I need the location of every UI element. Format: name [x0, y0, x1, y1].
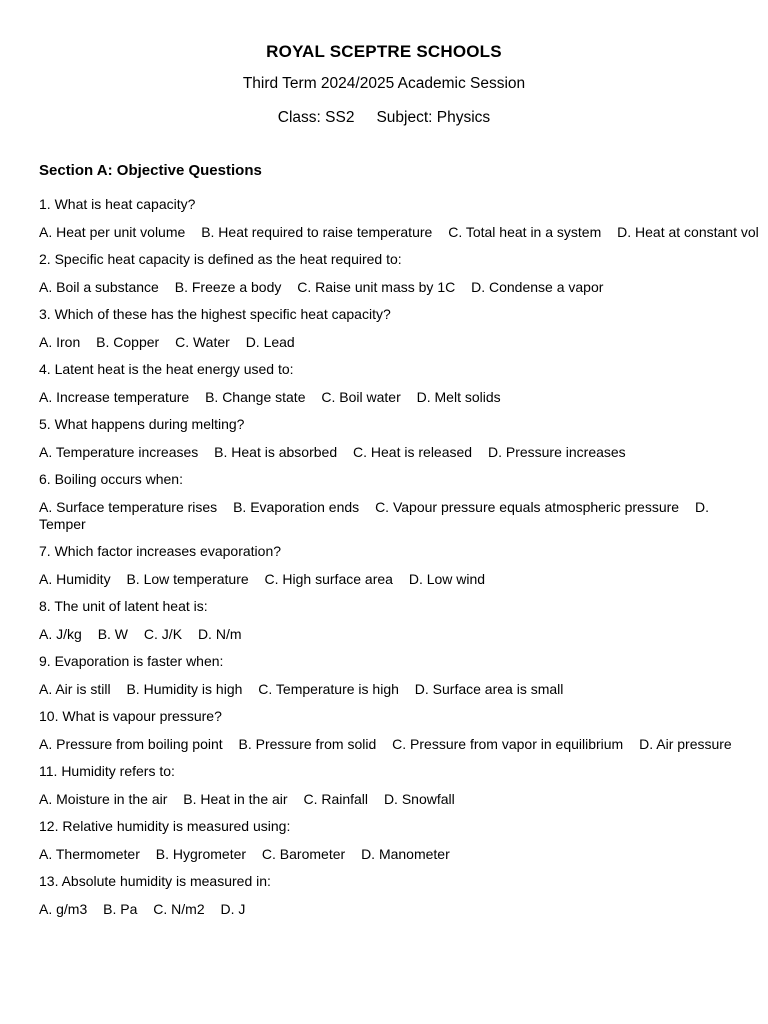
question-options — [39, 334, 768, 351]
option-b: B. Change state — [205, 388, 306, 405]
option-c: C. Vapour pressure equals atmospheric pressure — [375, 498, 680, 515]
option-a: A. Boil a substance — [39, 278, 159, 295]
question-text: 10. What is vapour pressure? — [39, 708, 222, 724]
option-c: C. Water — [175, 333, 230, 350]
option-b: B. Evaporation ends — [233, 498, 360, 515]
option-d: D. N/m — [197, 625, 242, 642]
option-c: C. Temperature is high — [258, 680, 399, 697]
option-d: D. Condense a vapor — [471, 278, 604, 295]
option-c: C. J/K — [143, 625, 183, 642]
option-b: B. W — [97, 625, 129, 642]
option-a: A. Moisture in the air — [39, 790, 168, 807]
option-a: A. J/kg — [39, 625, 82, 642]
option-d: D. Pressure increases — [487, 443, 626, 460]
question-text: 9. Evaporation is faster when: — [39, 653, 224, 669]
option-a: A. Pressure from boiling point — [39, 735, 223, 752]
option-c: C. Boil water — [321, 388, 401, 405]
option-c: C. Raise unit mass by 1C — [297, 278, 456, 295]
option-a: A. Surface temperature rises — [39, 498, 218, 515]
option-a: A. g/m3 — [39, 900, 88, 917]
option-b: B. Pa — [103, 900, 138, 917]
option-a: A. Heat per unit volume — [39, 223, 186, 240]
question-options — [39, 736, 768, 753]
option-d: D. Temper — [39, 498, 709, 532]
option-a: A. Increase temperature — [39, 388, 190, 405]
question-options — [39, 681, 768, 698]
option-c: C. Total heat in a system — [448, 223, 602, 240]
option-a: A. Thermometer — [39, 845, 140, 862]
school-title: ROYAL SCEPTRE SCHOOLS — [266, 42, 502, 61]
question-text: 12. Relative humidity is measured using: — [39, 818, 291, 834]
question-options — [39, 499, 719, 533]
option-d: D. J — [220, 900, 246, 917]
question-list — [39, 196, 768, 928]
option-c: C. High surface area — [264, 570, 393, 587]
question-text: 13. Absolute humidity is measured in: — [39, 873, 271, 889]
option-b: B. Heat required to raise temperature — [201, 223, 433, 240]
question-options — [39, 901, 768, 918]
option-b: B. Low temperature — [126, 570, 249, 587]
question-options — [39, 279, 768, 296]
option-c: C. Heat is released — [353, 443, 473, 460]
option-d: D. Melt solids — [416, 388, 501, 405]
option-b: B. Humidity is high — [126, 680, 243, 697]
option-d: D. Snowfall — [383, 790, 455, 807]
question-text: 2. Specific heat capacity is defined as the heat required to: — [39, 251, 402, 267]
question-text: 4. Latent heat is the heat energy used to: — [39, 361, 294, 377]
option-c: C. Rainfall — [303, 790, 369, 807]
option-a: A. Humidity — [39, 570, 111, 587]
question-text: 6. Boiling occurs when: — [39, 471, 183, 487]
question-options — [39, 389, 768, 406]
option-c: C. Barometer — [261, 845, 346, 862]
option-d: D. Low wind — [408, 570, 486, 587]
question-options — [39, 571, 768, 588]
option-b: B. Heat in the air — [183, 790, 288, 807]
question-text: 11. Humidity refers to: — [39, 763, 175, 779]
option-b: B. Freeze a body — [174, 278, 282, 295]
question-options — [39, 791, 768, 808]
option-a: A. Temperature increases — [39, 443, 199, 460]
subject-label: Subject: Physics — [376, 109, 491, 126]
option-c: C. N/m2 — [153, 900, 205, 917]
question-text: 3. Which of these has the highest specific heat capacity? — [39, 306, 391, 322]
option-b: B. Hygrometer — [155, 845, 247, 862]
section-heading: Section A: Objective Questions — [39, 162, 262, 179]
question-options — [39, 224, 768, 241]
question-text: 8. The unit of latent heat is: — [39, 598, 208, 614]
option-d: D. Heat at constant vol — [617, 223, 759, 240]
question-options — [39, 846, 768, 863]
option-a: A. Air is still — [39, 680, 111, 697]
class-subject-line — [0, 109, 768, 127]
class-label: Class: SS2 — [277, 109, 355, 126]
option-d: D. Air pressure — [639, 735, 732, 752]
option-b: B. Pressure from solid — [238, 735, 377, 752]
question-options — [39, 444, 768, 461]
question-text: 5. What happens during melting? — [39, 416, 245, 432]
option-d: D. Manometer — [361, 845, 450, 862]
option-b: B. Heat is absorbed — [214, 443, 338, 460]
question-text: 1. What is heat capacity? — [39, 196, 196, 212]
session-line: Third Term 2024/2025 Academic Session — [242, 75, 526, 92]
option-c: C. Pressure from vapor in equilibrium — [392, 735, 624, 752]
option-a: A. Iron — [39, 333, 81, 350]
question-options — [39, 626, 768, 643]
question-text: 7. Which factor increases evaporation? — [39, 543, 282, 559]
option-d: D. Lead — [245, 333, 295, 350]
option-b: B. Copper — [96, 333, 160, 350]
option-d: D. Surface area is small — [414, 680, 564, 697]
